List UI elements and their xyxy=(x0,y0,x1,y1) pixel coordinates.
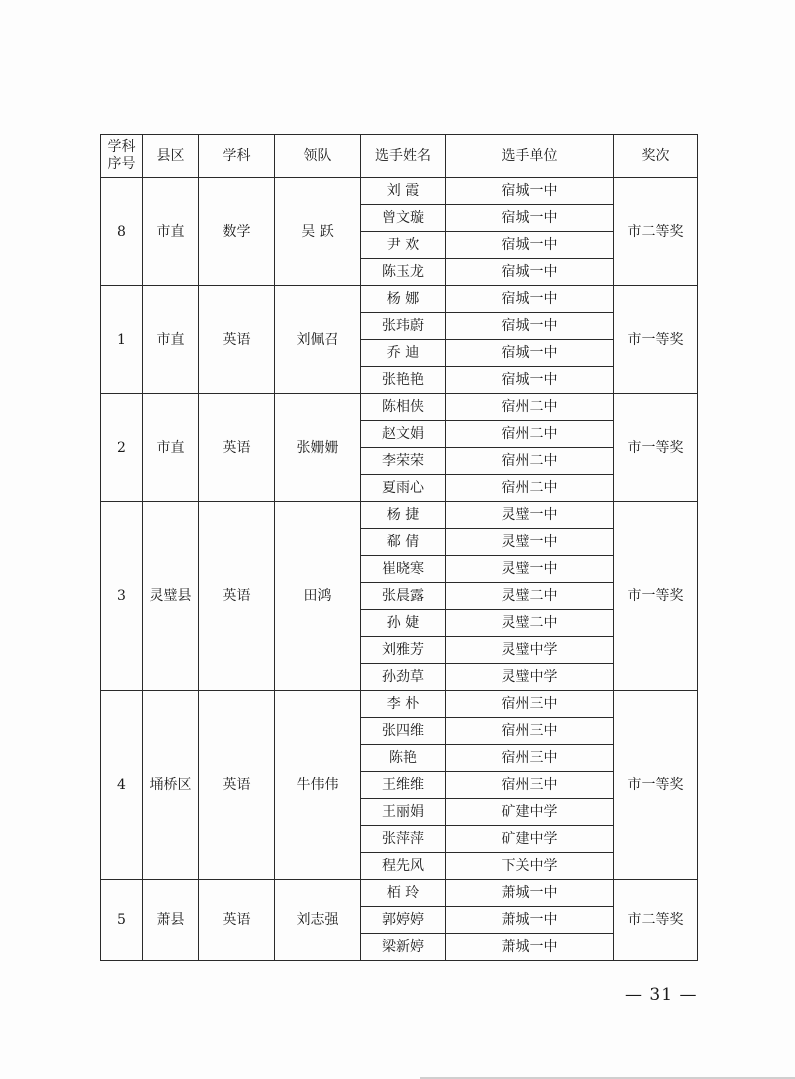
leader-cell: 吴 跃 xyxy=(275,178,361,286)
player-name-cell: 杨 娜 xyxy=(361,286,446,313)
player-name-cell: 李荣荣 xyxy=(361,448,446,475)
player-name-cell: 尹 欢 xyxy=(361,232,446,259)
header-name: 选手姓名 xyxy=(361,135,446,178)
table-row xyxy=(101,880,698,907)
header-row xyxy=(101,135,698,178)
player-name-cell: 郗 倩 xyxy=(361,529,446,556)
award-cell: 市一等奖 xyxy=(614,286,698,394)
player-unit-cell: 灵璧一中 xyxy=(446,502,614,529)
county-cell: 埇桥区 xyxy=(143,691,199,880)
player-unit-cell: 矿建中学 xyxy=(446,826,614,853)
player-name-cell: 王维维 xyxy=(361,772,446,799)
player-unit-cell: 萧城一中 xyxy=(446,934,614,961)
seq-cell: 3 xyxy=(101,502,143,691)
header-leader: 领队 xyxy=(275,135,361,178)
player-name-cell: 张四维 xyxy=(361,718,446,745)
player-name-cell: 梁新婷 xyxy=(361,934,446,961)
county-cell: 萧县 xyxy=(143,880,199,961)
county-cell: 灵璧县 xyxy=(143,502,199,691)
subject-cell: 英语 xyxy=(199,286,275,394)
player-name-cell: 刘 霞 xyxy=(361,178,446,205)
player-name-cell: 栢 玲 xyxy=(361,880,446,907)
leader-cell: 田鸿 xyxy=(275,502,361,691)
player-unit-cell: 灵璧一中 xyxy=(446,529,614,556)
player-unit-cell: 灵璧二中 xyxy=(446,583,614,610)
award-cell: 市一等奖 xyxy=(614,502,698,691)
seq-cell: 4 xyxy=(101,691,143,880)
player-unit-cell: 宿州三中 xyxy=(446,745,614,772)
subject-cell: 英语 xyxy=(199,502,275,691)
player-name-cell: 夏雨心 xyxy=(361,475,446,502)
award-cell: 市二等奖 xyxy=(614,880,698,961)
seq-cell: 1 xyxy=(101,286,143,394)
leader-cell: 刘佩召 xyxy=(275,286,361,394)
page-number: — 31 — xyxy=(625,985,698,1005)
seq-cell: 2 xyxy=(101,394,143,502)
player-name-cell: 陈相侠 xyxy=(361,394,446,421)
player-unit-cell: 宿州二中 xyxy=(446,421,614,448)
player-unit-cell: 宿州三中 xyxy=(446,691,614,718)
award-cell: 市一等奖 xyxy=(614,394,698,502)
player-unit-cell: 灵璧中学 xyxy=(446,664,614,691)
award-cell: 市二等奖 xyxy=(614,178,698,286)
player-unit-cell: 宿州二中 xyxy=(446,475,614,502)
player-unit-cell: 灵璧一中 xyxy=(446,556,614,583)
player-unit-cell: 宿城一中 xyxy=(446,313,614,340)
leader-cell: 牛伟伟 xyxy=(275,691,361,880)
player-name-cell: 孙 婕 xyxy=(361,610,446,637)
player-name-cell: 张萍萍 xyxy=(361,826,446,853)
header-subject: 学科 xyxy=(199,135,275,178)
player-name-cell: 崔晓寒 xyxy=(361,556,446,583)
seq-cell: 8 xyxy=(101,178,143,286)
player-unit-cell: 宿城一中 xyxy=(446,232,614,259)
award-cell: 市一等奖 xyxy=(614,691,698,880)
player-unit-cell: 宿州三中 xyxy=(446,772,614,799)
player-name-cell: 郭婷婷 xyxy=(361,907,446,934)
table-row xyxy=(101,691,698,718)
player-unit-cell: 宿城一中 xyxy=(446,340,614,367)
player-unit-cell: 灵璧二中 xyxy=(446,610,614,637)
player-unit-cell: 宿州三中 xyxy=(446,718,614,745)
player-name-cell: 孙劲草 xyxy=(361,664,446,691)
player-name-cell: 陈艳 xyxy=(361,745,446,772)
player-name-cell: 乔 迪 xyxy=(361,340,446,367)
header-award: 奖次 xyxy=(614,135,698,178)
player-unit-cell: 萧城一中 xyxy=(446,907,614,934)
player-unit-cell: 宿城一中 xyxy=(446,178,614,205)
player-name-cell: 曾文璇 xyxy=(361,205,446,232)
player-name-cell: 刘雅芳 xyxy=(361,637,446,664)
player-name-cell: 杨 捷 xyxy=(361,502,446,529)
player-name-cell: 李 朴 xyxy=(361,691,446,718)
header-county: 县区 xyxy=(143,135,199,178)
subject-cell: 英语 xyxy=(199,880,275,961)
player-unit-cell: 下关中学 xyxy=(446,853,614,880)
table-row xyxy=(101,178,698,205)
player-name-cell: 程先风 xyxy=(361,853,446,880)
subject-cell: 英语 xyxy=(199,691,275,880)
seq-cell: 5 xyxy=(101,880,143,961)
header-seq: 学科序号 xyxy=(101,135,143,178)
table-body xyxy=(101,178,698,961)
leader-cell: 刘志强 xyxy=(275,880,361,961)
player-unit-cell: 宿州二中 xyxy=(446,394,614,421)
player-unit-cell: 宿城一中 xyxy=(446,259,614,286)
player-unit-cell: 宿州二中 xyxy=(446,448,614,475)
subject-cell: 数学 xyxy=(199,178,275,286)
player-name-cell: 张艳艳 xyxy=(361,367,446,394)
table-row xyxy=(101,394,698,421)
player-unit-cell: 宿城一中 xyxy=(446,367,614,394)
player-unit-cell: 萧城一中 xyxy=(446,880,614,907)
header-unit: 选手单位 xyxy=(446,135,614,178)
player-unit-cell: 宿城一中 xyxy=(446,205,614,232)
player-unit-cell: 灵璧中学 xyxy=(446,637,614,664)
awards-table xyxy=(100,134,698,961)
table-row xyxy=(101,286,698,313)
county-cell: 市直 xyxy=(143,286,199,394)
player-unit-cell: 矿建中学 xyxy=(446,799,614,826)
county-cell: 市直 xyxy=(143,178,199,286)
player-name-cell: 赵文娟 xyxy=(361,421,446,448)
player-unit-cell: 宿城一中 xyxy=(446,286,614,313)
player-name-cell: 陈玉龙 xyxy=(361,259,446,286)
leader-cell: 张姗姗 xyxy=(275,394,361,502)
table-row xyxy=(101,502,698,529)
player-name-cell: 张玮蔚 xyxy=(361,313,446,340)
subject-cell: 英语 xyxy=(199,394,275,502)
player-name-cell: 王丽娟 xyxy=(361,799,446,826)
county-cell: 市直 xyxy=(143,394,199,502)
player-name-cell: 张晨露 xyxy=(361,583,446,610)
